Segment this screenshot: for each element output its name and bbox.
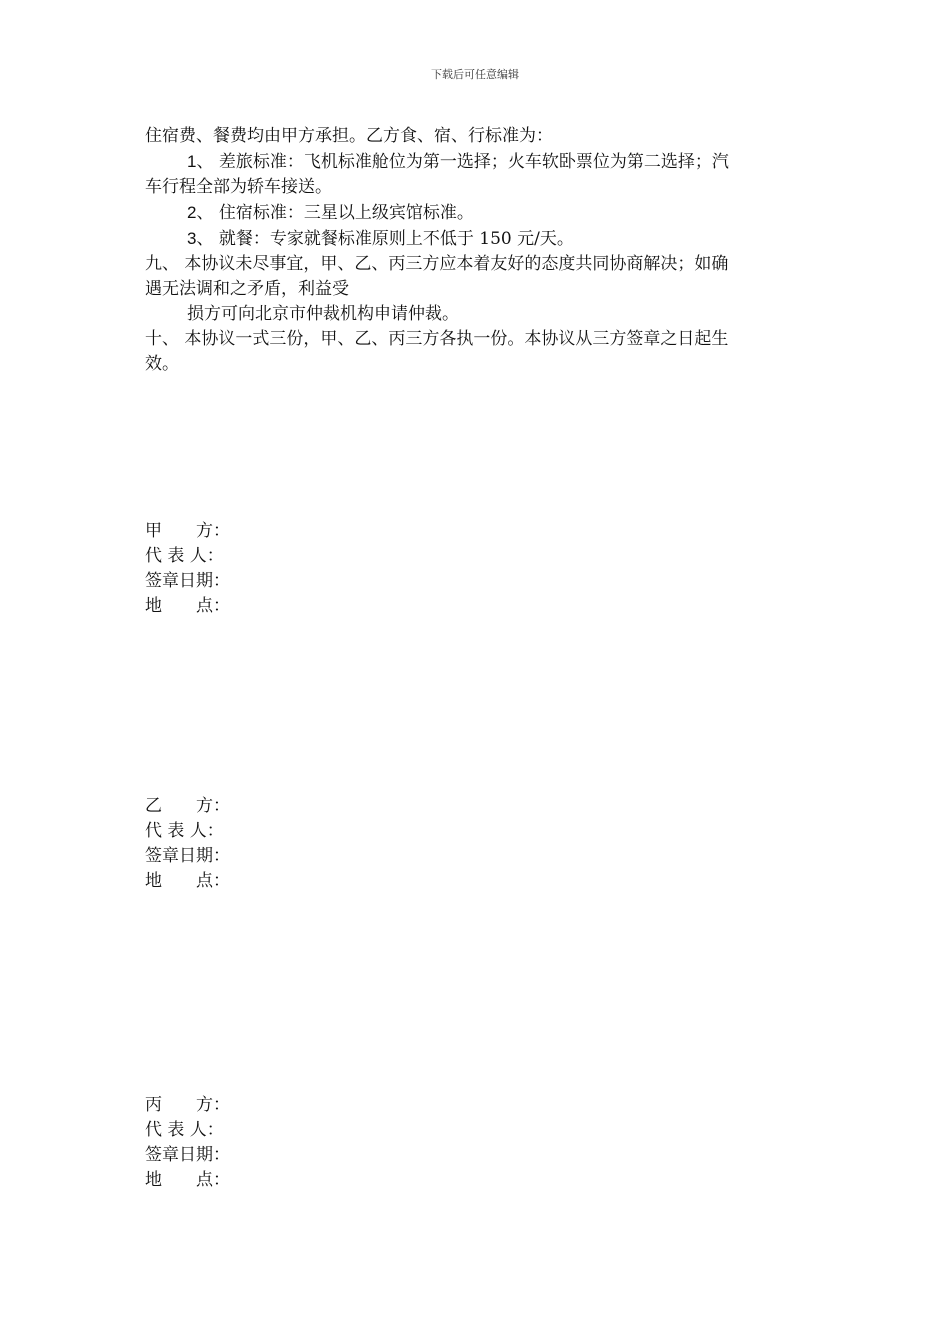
sign-date-label: 签章日期： <box>145 1145 230 1165</box>
item-2-text: 住宿标准：三星以上级宾馆标准。 <box>213 203 474 223</box>
party-label: 丙 方： <box>145 1095 230 1115</box>
clause-10-line-2: 效。 <box>145 354 179 374</box>
item-2-number: 2、 <box>187 203 214 222</box>
intro-line: 住宿费、餐费均由甲方承担。乙方食、宿、行标准为： <box>145 126 553 146</box>
agreement-body <box>145 124 805 377</box>
item-3 <box>145 226 805 252</box>
party-label: 甲 方： <box>145 521 230 541</box>
item-1-number: 1、 <box>187 152 214 171</box>
party-label: 乙 方： <box>145 796 230 816</box>
sign-date-label: 签章日期： <box>145 571 230 591</box>
item-3-number: 3、 <box>187 229 214 248</box>
sign-date-label: 签章日期： <box>145 846 230 866</box>
clause-10-line-1: 十、 本协议一式三份，甲、乙、丙三方各执一份。本协议从三方签章之日起生 <box>145 329 729 349</box>
representative-label: 代 表 人： <box>145 546 224 566</box>
item-2 <box>145 200 805 226</box>
place-label: 地 点： <box>145 871 230 891</box>
clause-9-line-2: 遇无法调和之矛盾，利益受 <box>145 279 349 299</box>
item-1-text: 差旅标准：飞机标准舱位为第一选择；火车软卧票位为第二选择；汽 <box>213 152 729 172</box>
representative-label: 代 表 人： <box>145 1120 224 1140</box>
item-1 <box>145 149 805 175</box>
signature-block-party-b <box>145 794 230 894</box>
item-3-text: 就餐：专家就餐标准原则上不低于 150 元/天。 <box>213 229 574 249</box>
clause-9-line-3: 损方可向北京市仲裁机构申请仲裁。 <box>187 304 459 324</box>
item-1-continuation: 车行程全部为轿车接送。 <box>145 177 332 197</box>
clause-9-line-1: 九、 本协议未尽事宜，甲、乙、丙三方应本着友好的态度共同协商解决；如确 <box>145 254 729 274</box>
page-header-note: 下载后可任意编辑 <box>431 68 519 81</box>
place-label: 地 点： <box>145 1170 230 1190</box>
signature-block-party-a <box>145 519 230 619</box>
signature-block-party-c <box>145 1093 230 1193</box>
representative-label: 代 表 人： <box>145 821 224 841</box>
place-label: 地 点： <box>145 596 230 616</box>
